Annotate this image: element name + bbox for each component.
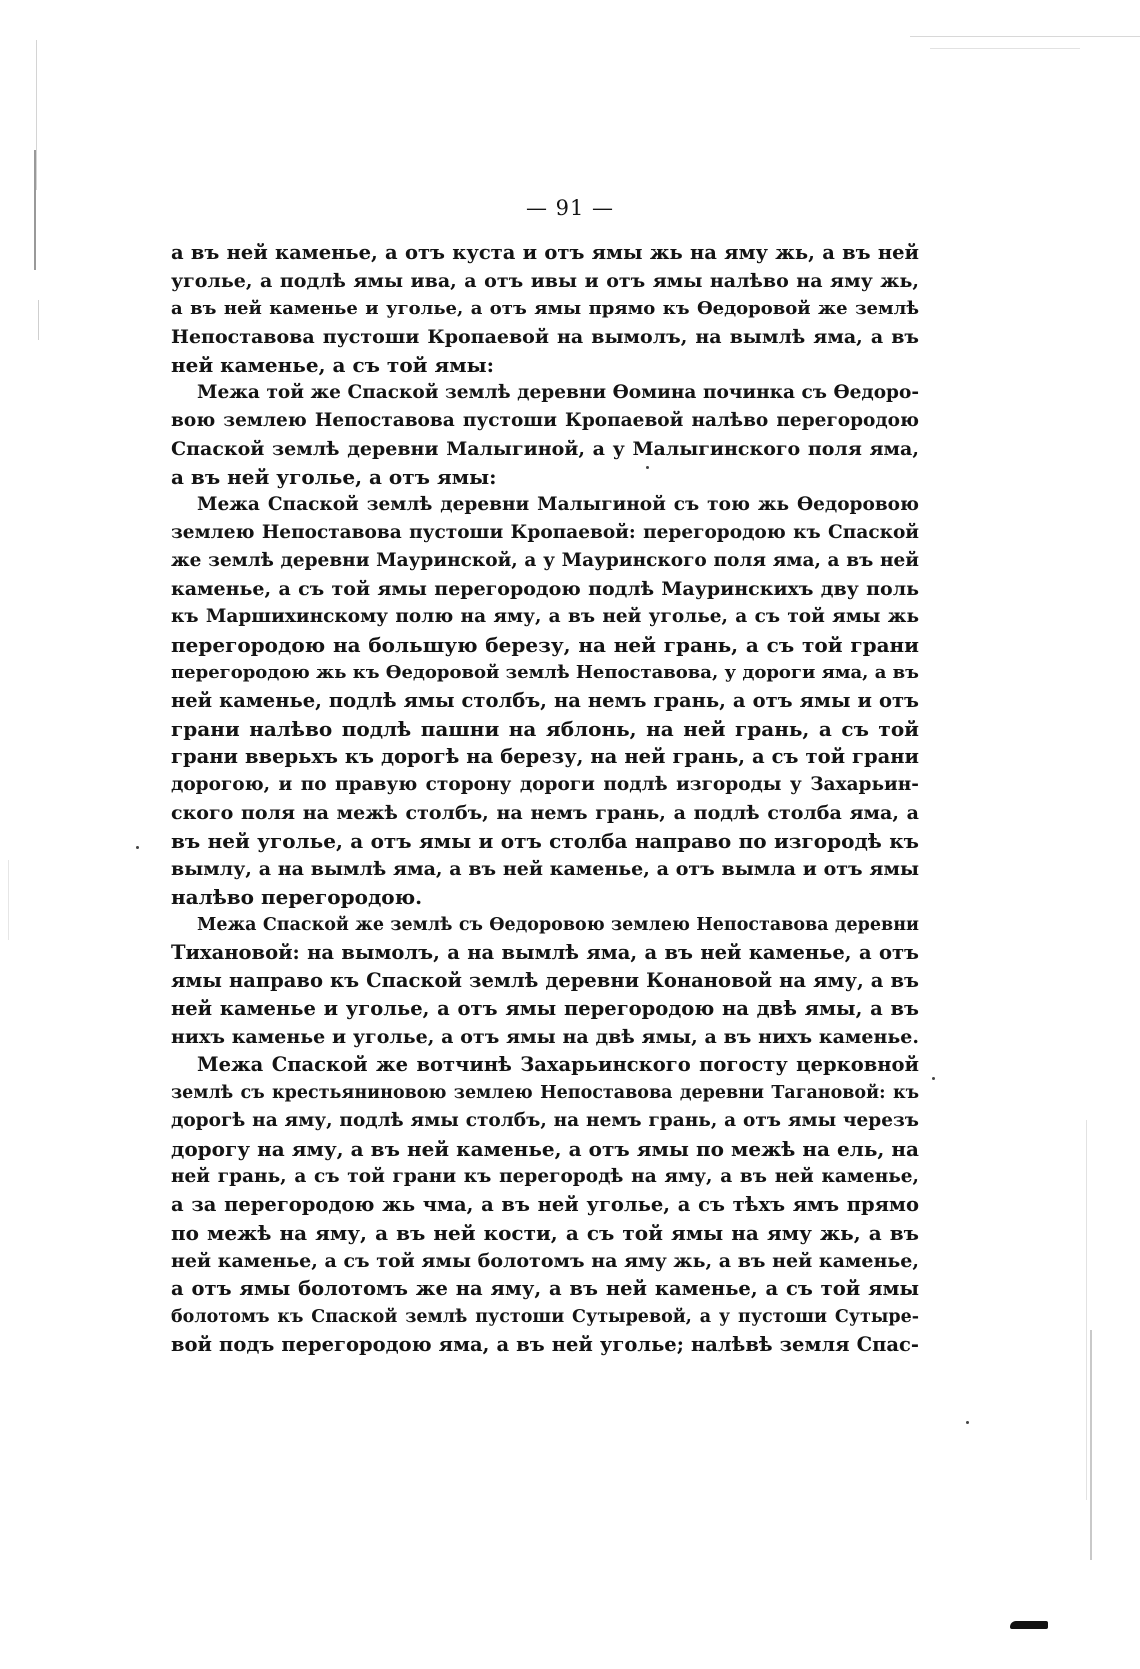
text-line: перегородою на большую березу, на ней грань, а съ той грани: [171, 633, 919, 657]
text-line: дорогу на яму, а въ ней каменье, а отъ ямы по межѣ на ель, на: [171, 1137, 919, 1161]
text-line: дорогою, и по правую сторону дороги подлѣ изгороды у Захарьин-: [171, 774, 919, 795]
scan-margin-line: [8, 860, 9, 940]
text-line: ней каменье и уголье, а отъ ямы перегородою на двѣ ямы, а въ: [171, 997, 919, 1020]
scan-margin-line: [36, 40, 37, 190]
body-text: [171, 239, 919, 1359]
text-line: землею Непоставова пустоши Кропаевой: перегородою къ Спаской: [171, 522, 919, 543]
scan-speck: [966, 1421, 969, 1424]
scan-margin-line: [1086, 1120, 1087, 1500]
text-line: же землѣ деревни Мауринской, а у Мауринского поля яма, а въ ней: [171, 550, 919, 571]
text-line: въ ней уголье, а отъ ямы и отъ столба направо по изгородѣ къ: [171, 829, 919, 853]
scan-margin-line: [38, 300, 39, 340]
text-line: нихъ каменье и уголье, а отъ ямы на двѣ ямы, а въ нихъ каменье.: [171, 1026, 919, 1048]
text-line: дорогѣ на яму, подлѣ ямы столбъ, на немъ грань, а отъ ямы черезъ: [171, 1110, 919, 1131]
text-line: ней грань, а съ той грани къ перегородѣ на яму, а въ ней каменье,: [171, 1166, 919, 1187]
text-line: а въ ней уголье, а отъ ямы:: [171, 465, 497, 489]
text-line: Межа Спаской же землѣ съ Ѳедоровою землею Непоставова деревни: [197, 915, 919, 935]
page-number: — 91 —: [525, 196, 615, 220]
text-line: болотомъ къ Спаской землѣ пустоши Сутыревой, а у пустоши Сутыре-: [171, 1307, 919, 1327]
text-line: Межа той же Спаской землѣ деревни Ѳомина починка съ Ѳедоро-: [197, 382, 919, 403]
text-line: Межа Спаской же вотчинѣ Захарьинского погосту церковной: [197, 1053, 919, 1076]
text-line: Межа Спаской землѣ деревни Малыгиной съ тою жь Ѳедоровою: [197, 494, 919, 515]
text-line: а отъ ямы болотомъ же на яму, а въ ней каменье, а съ той ямы: [171, 1277, 919, 1300]
text-line: къ Маршихинскому полю на яму, а въ ней уголье, а съ той ямы жь: [171, 606, 919, 627]
text-line: вымлу, а на вымлѣ яма, а въ ней каменье, а отъ вымла и отъ ямы: [171, 858, 919, 880]
text-line: уголье, а подлѣ ямы ива, а отъ ивы и отъ ямы налѣво на яму жь,: [171, 270, 919, 292]
text-line: ского поля на межѣ столбъ, на немъ грань, а подлѣ столба яма, а: [171, 802, 919, 824]
scan-speck: [136, 846, 139, 849]
text-line: Непоставова пустоши Кропаевой на вымолъ, на вымлѣ яма, а въ: [171, 326, 919, 348]
scan-ink-mark: [1010, 1621, 1048, 1629]
text-line: налѣво перегородою.: [171, 885, 423, 909]
text-line: грани налѣво подлѣ пашни на яблонь, на ней грань, а съ той: [171, 717, 919, 741]
text-line: вою землею Непоставова пустоши Кропаевой налѣво перегородою: [171, 410, 919, 431]
text-line: грани вверьхъ къ дорогѣ на березу, на ней грань, а съ той грани: [171, 745, 919, 768]
scan-speck: [932, 1077, 935, 1080]
text-line: по межѣ на яму, а въ ней кости, а съ той ямы на яму жь, а въ: [171, 1221, 919, 1245]
text-line: ней каменье, а съ той ямы:: [171, 353, 495, 377]
text-line: каменье, а съ той ямы перегородою подлѣ Мауринскихъ дву поль: [171, 578, 919, 600]
text-line: а за перегородою жь чма, а въ ней уголье, а съ тѣхъ ямъ прямо: [171, 1193, 919, 1216]
text-line: Тихановой: на вымолъ, а на вымлѣ яма, а въ ней каменье, а отъ: [171, 941, 919, 964]
scan-margin-line: [930, 48, 1080, 49]
text-line: ямы направо къ Спаской землѣ деревни Конановой на яму, а въ: [171, 969, 919, 992]
text-line: ней каменье, а съ той ямы болотомъ на яму жь, а въ ней каменье,: [171, 1250, 919, 1272]
scan-margin-line: [910, 36, 1140, 37]
text-line: вой подъ перегородою яма, а въ ней уголье; налѣвѣ земля Спас-: [171, 1333, 919, 1356]
scan-margin-line: [1090, 1330, 1092, 1560]
text-line: Спаской землѣ деревни Малыгиной, а у Малыгинского поля яма,: [171, 438, 919, 460]
text-line: перегородою жь къ Ѳедоровой землѣ Непоставова, у дороги яма, а въ: [171, 662, 919, 683]
text-line: а въ ней каменье, а отъ куста и отъ ямы жь на яму жь, а въ ней: [171, 241, 919, 264]
text-line: землѣ съ крестьяниновою землею Непоставова деревни Тагановой: къ: [171, 1083, 919, 1103]
text-line: а въ ней каменье и уголье, а отъ ямы прямо къ Ѳедоровой же землѣ: [171, 298, 919, 319]
text-line: ней каменье, подлѣ ямы столбъ, на немъ грань, а отъ ямы и отъ: [171, 689, 919, 712]
